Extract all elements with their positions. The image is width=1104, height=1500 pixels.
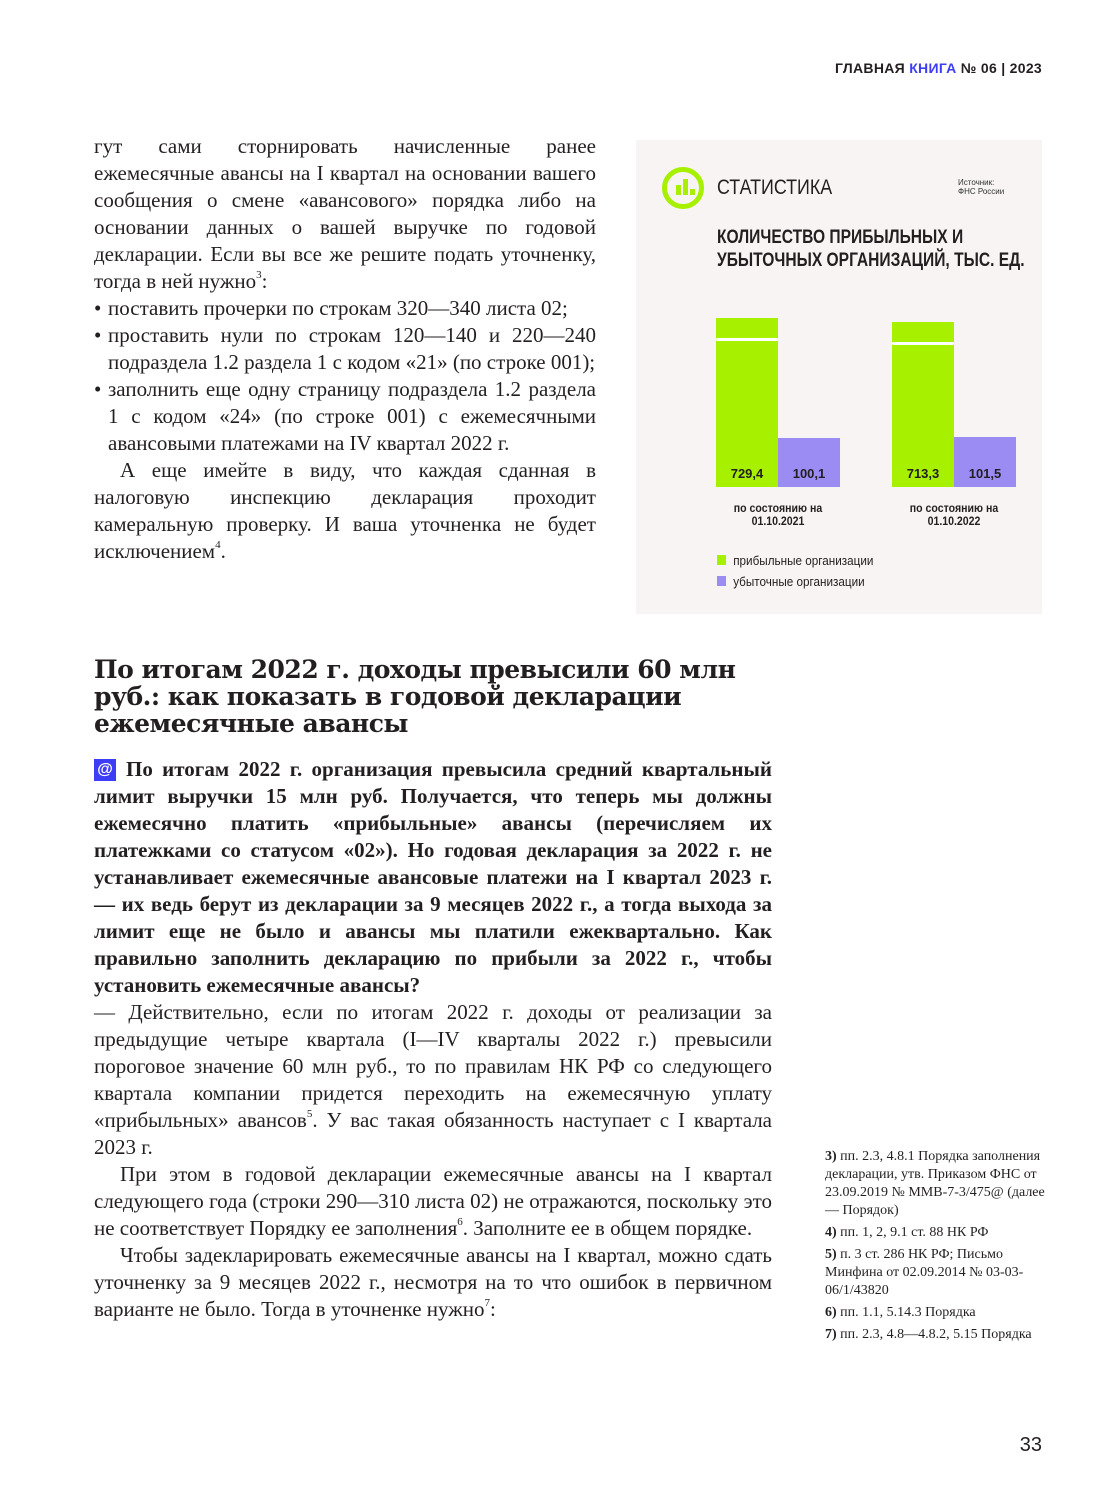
legend-label: прибыльные организации bbox=[733, 553, 874, 568]
list-item: • поставить прочерки по строкам 320—340 листа 02; bbox=[94, 295, 596, 322]
legend-label: убыточные организации bbox=[733, 574, 865, 589]
question bbox=[94, 756, 772, 999]
footnote-text: п. 3 ст. 286 НК РФ; Письмо Минфина от 02.09.2014 № 03-03-06/1/43820 bbox=[825, 1247, 1024, 1298]
source bbox=[958, 178, 1004, 196]
footnote-ref: 3 bbox=[256, 269, 262, 281]
magazine-name-accent: КНИГА bbox=[909, 60, 957, 76]
footnotes bbox=[825, 1148, 1045, 1348]
qa-text bbox=[94, 756, 772, 1323]
footnote bbox=[825, 1224, 1045, 1242]
issue-number: № 06 | 2023 bbox=[956, 60, 1042, 76]
footnote-number: 7) bbox=[825, 1327, 837, 1342]
category-label: по состоянию на 01.10.2022 bbox=[909, 501, 999, 528]
footnote bbox=[825, 1326, 1045, 1344]
punct: . bbox=[220, 539, 226, 563]
footnote-number: 5) bbox=[825, 1247, 837, 1262]
statistics-box bbox=[636, 140, 1042, 614]
question-text: По итогам 2022 г. организация превысила средний квартальный лимит выручки 15 млн руб. Получается, что теперь мы должны ежемесячно платить «прибыльные» авансы (перечисляем их платежками со статусом «02»). Но годовая декларация за 2022 г. не устанавливает ежемесячные авансовые платежи на I квартал 2023 г. — их ведь берут из декларации за 9 месяцев 2022 г., а тогда выхода за лимит еще не было и авансы мы платили ежеквартально. Как правильно заполнить декларацию по прибыли за 2022 г., чтобы установить ежемесячные авансы? bbox=[94, 757, 772, 997]
intro-text bbox=[94, 133, 596, 565]
punct: : bbox=[490, 1297, 496, 1321]
bar-loss-making bbox=[954, 437, 1016, 487]
legend-swatch bbox=[717, 555, 726, 565]
list-item: • заполнить еще одну страницу подраздела 1.2 раздела 1 с кодом «24» (по строке 001) с ежемесячными авансовыми платежами на IV квартал 2022 г. bbox=[94, 376, 596, 457]
box-label: СТАТИСТИКА bbox=[717, 176, 833, 199]
paragraph: Чтобы задекларировать ежемесячные авансы на I квартал, можно сдать уточненку за 9 месяцев 2022 г., несмотря на то что ошибок в первичном варианте не было. Тогда в уточненке нужно bbox=[94, 1243, 772, 1321]
data-label: 100,1 bbox=[792, 466, 826, 481]
category-label: по состоянию на 01.10.2021 bbox=[733, 501, 823, 528]
legend-item bbox=[717, 553, 873, 568]
chart-icon bbox=[662, 167, 704, 209]
bar-profitable bbox=[716, 318, 778, 487]
footnote-number: 3) bbox=[825, 1149, 837, 1164]
paragraph: . Заполните ее в общем порядке. bbox=[462, 1216, 753, 1240]
paragraph: При этом в годовой декларации ежемесячные авансы на I квартал следующего года (строки 290—310 листа 02) не отражаются, поскольку это не соответствует Порядку ее заполнения bbox=[94, 1162, 772, 1240]
footnote-text: пп. 2.3, 4.8.1 Порядка заполнения декларации, утв. Приказом ФНС от 23.09.2019 № ММВ-7-3/475@ (далее — Порядок) bbox=[825, 1149, 1045, 1218]
punct: : bbox=[261, 269, 268, 293]
footnote-number: 6) bbox=[825, 1305, 837, 1320]
footnote bbox=[825, 1246, 1045, 1300]
chart-title: КОЛИЧЕСТВО ПРИБЫЛЬНЫХ И УБЫТОЧНЫХ ОРГАНИЗАЦИЙ, ТЫС. ЕД. bbox=[717, 227, 1025, 271]
footnote-text: пп. 2.3, 4.8—4.8.2, 5.15 Порядка bbox=[836, 1327, 1032, 1342]
bullet-list bbox=[94, 295, 596, 457]
axis-break bbox=[892, 342, 954, 345]
legend-swatch bbox=[717, 576, 726, 586]
bar-loss-making bbox=[778, 438, 840, 487]
paragraph: — Действительно, если по итогам 2022 г. доходы от реализации за предыдущие четыре квартала (I—IV кварталы 2022 г.) превысили пороговое значение 60 млн руб., то по правилам НК РФ со следующего квартала компании придется переходить на ежемесячную уплату «прибыльных» авансов bbox=[94, 1000, 772, 1132]
paragraph: . У вас такая обязанность наступает с I квартала 2023 г. bbox=[94, 1108, 772, 1159]
paragraph: А еще имейте в виду, что каждая сданная в налоговую инспекцию декларация проходит камеральную проверку. И ваша уточненка не будет исключением bbox=[94, 458, 596, 563]
footnote-ref: 7 bbox=[484, 1297, 490, 1309]
section-heading: По итогам 2022 г. доходы превысили 60 млн руб.: как показать в годовой декларации ежемесячные авансы bbox=[94, 655, 736, 738]
source-label: Источник: bbox=[958, 178, 995, 187]
data-label: 101,5 bbox=[968, 466, 1002, 481]
footnote-text: пп. 1.1, 5.14.3 Порядка bbox=[836, 1305, 976, 1320]
magazine-name: ГЛАВНАЯ bbox=[834, 60, 910, 76]
email-icon: @ bbox=[94, 759, 116, 781]
data-label: 729,4 bbox=[730, 466, 764, 481]
footnote-ref: 5 bbox=[306, 1108, 313, 1120]
legend-item bbox=[717, 574, 865, 589]
footnote bbox=[825, 1148, 1045, 1220]
source-name: ФНС России bbox=[958, 187, 1005, 196]
footnote bbox=[825, 1304, 1045, 1322]
footnote-number: 4) bbox=[825, 1225, 837, 1240]
bar-profitable bbox=[892, 322, 954, 487]
footnote-ref: 6 bbox=[457, 1216, 463, 1228]
paragraph: гут сами сторнировать начисленные ранее ежемесячные авансы на I квартал на основании вашего сообщения о смене «авансового» порядка либо на основании данных о вашей выручке по годовой декларации. Если вы все же решите подать уточненку, тогда в ней нужно bbox=[94, 134, 596, 293]
axis-break bbox=[716, 338, 778, 341]
page-number: 33 bbox=[1019, 1434, 1042, 1456]
running-header bbox=[835, 60, 1042, 76]
list-item: • проставить нули по строкам 120—140 и 220—240 подраздела 1.2 раздела 1 с кодом «21» (по строке 001); bbox=[94, 322, 596, 376]
data-label: 713,3 bbox=[906, 466, 940, 481]
footnote-ref: 4 bbox=[215, 539, 221, 551]
footnote-text: пп. 1, 2, 9.1 ст. 88 НК РФ bbox=[836, 1225, 989, 1240]
